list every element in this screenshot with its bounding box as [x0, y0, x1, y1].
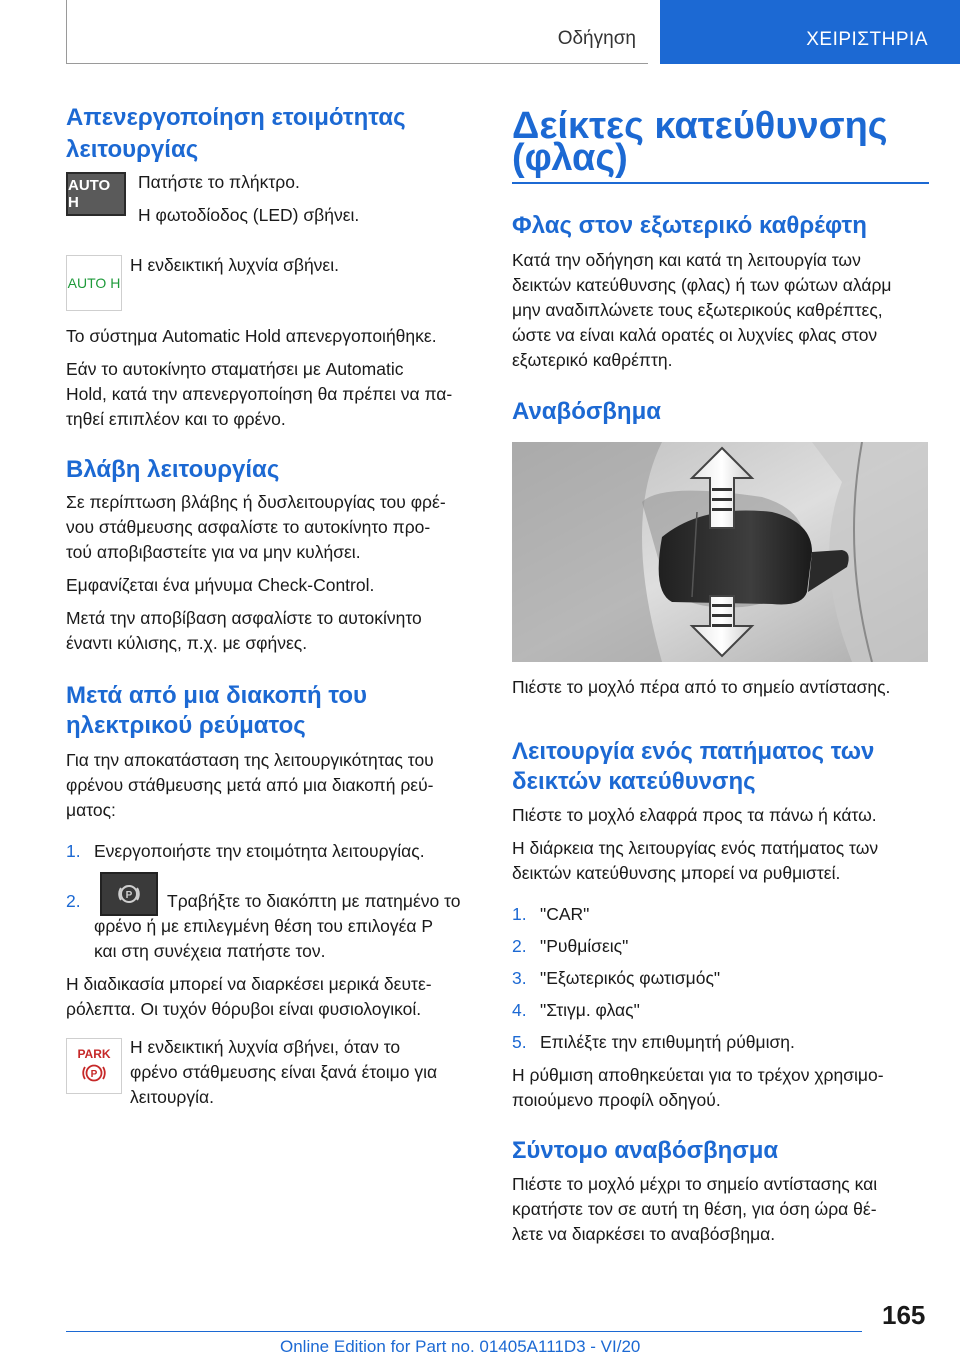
- text-process-line2: ρόλεπτα. Οι τυχόν θόρυβοι είναι φυσιολογικοί.: [66, 999, 422, 1019]
- text-park-line1: Η ενδεικτική λυχνία σβήνει, όταν το: [130, 1037, 401, 1057]
- park-indicator-icon: PARK P: [66, 1038, 122, 1094]
- auto-hold-button-icon: AUTO H: [66, 172, 126, 216]
- text-step2-line3: και στη συνέχεια πατήστε τον.: [94, 941, 326, 961]
- text-after-line1: Μετά την αποβίβαση ασφαλίστε το αυτοκίνητο: [66, 608, 422, 628]
- text-fault-line3: τού αποβιβαστείτε για να μην κυλήσει.: [66, 542, 361, 562]
- heading-deactivate: Απενεργοποίηση ετοιμότητας λειτουργίας: [66, 104, 406, 163]
- text-park-line3: λειτουργία.: [130, 1087, 214, 1107]
- heading-mirror: Φλας στον εξωτερικό καθρέφτη: [512, 212, 867, 239]
- title-line1: Δείκτες κατεύθυνσης: [512, 105, 888, 147]
- text-fault-line2: νου στάθμευσης ασφαλίστε το αυτοκίνητο προ‐: [66, 517, 431, 537]
- text-step2-line2: φρένο ή με επιλεγμένη θέση του επιλογέα P: [94, 916, 434, 936]
- parking-brake-switch-icon: [100, 872, 158, 916]
- text-check-control: Εμφανίζεται ένα μήνυμα Check-Control.: [66, 575, 375, 595]
- text-restore-line1: Για την αποκατάσταση της λειτουργικότητας του: [66, 750, 434, 770]
- text-restore-line3: ματος:: [66, 800, 116, 820]
- list-item-step2-num: 2.: [66, 891, 81, 911]
- text-stopped-line3: τηθεί επιπλέον και το φρένο.: [66, 409, 286, 429]
- text-park-line2: φρένο στάθμευσης είναι ξανά έτοιμο για: [130, 1062, 438, 1082]
- footer-rule: [66, 1331, 862, 1332]
- text-short-line1: Πιέστε το μοχλό μέχρι το σημείο αντίστασης και: [512, 1174, 878, 1194]
- text-stopped-line1: Εάν το αυτοκίνητο σταματήσει με Automatic: [66, 359, 404, 379]
- list-item-step1: 1. Ενεργοποιήστε την ετοιμότητα λειτουργίας.: [66, 841, 425, 861]
- text-indicator-off: Η ενδεικτική λυχνία σβήνει.: [130, 255, 339, 275]
- text-mirror-line5: εξωτερικό καθρέπτη.: [512, 350, 673, 370]
- header-section-box: [66, 0, 648, 64]
- turn-signal-lever-illustration: [512, 442, 928, 662]
- list-item: 5. Επιλέξτε την επιθυμητή ρύθμιση.: [512, 1032, 795, 1052]
- text-duration-line2: δεικτών κατεύθυνσης μπορεί να ρυθμιστεί.: [512, 863, 841, 883]
- list-item: 4. "Στιγμ. φλας": [512, 1000, 640, 1020]
- heading-power-line1: Μετά από μια διακοπή του: [66, 682, 368, 709]
- text-mirror-line1: Κατά την οδήγηση και κατά τη λειτουργία των: [512, 250, 861, 270]
- text-saved-line1: Η ρύθμιση αποθηκεύεται για το τρέχον χρησιμο‐: [512, 1065, 884, 1085]
- text-after-line2: έναντι κύλισης, π.χ. με σφήνες.: [66, 633, 308, 653]
- text-short-line2: κρατήστε τον σε αυτή τη θέση, για όση ώρα θέ‐: [512, 1199, 877, 1219]
- text-short-line3: λετε να διαρκέσει το αναβόσβημα.: [512, 1224, 776, 1244]
- text-press-button: Πατήστε το πλήκτρο.: [138, 172, 300, 192]
- svg-text:P: P: [90, 1068, 98, 1080]
- text-saved-line2: ποιούμενο προφίλ οδηγού.: [512, 1090, 721, 1110]
- heading-fault: Βλάβη λειτουργίας: [66, 456, 280, 483]
- heading-tap-line2: δεικτών κατεύθυνσης: [512, 768, 756, 795]
- text-process-line1: Η διαδικασία μπορεί να διαρκέσει μερικά δευτε‐: [66, 974, 432, 994]
- footer-edition: Online Edition for Part no. 01405A111D3 - VI/20: [280, 1337, 641, 1356]
- text-stopped-line2: Hold, κατά την απενεργοποίηση θα πρέπει να πα‐: [66, 384, 453, 404]
- heading-short-blink: Σύντομο αναβόσβησμα: [512, 1137, 779, 1164]
- heading-power-line2: ηλεκτρικού ρεύματος: [66, 712, 306, 739]
- page-number: 165: [882, 1300, 926, 1330]
- text-tap: Πιέστε το μοχλό ελαφρά προς τα πάνω ή κάτω.: [512, 805, 877, 825]
- heading-blink: Αναβόσβημα: [512, 398, 662, 425]
- text-mirror-line4: ώστε να είναι καλά ορατές οι λυχνίες φλας στον: [512, 325, 878, 345]
- title-rule: [512, 182, 929, 184]
- header-chapter-box: [660, 0, 960, 64]
- text-mirror-line2: δεικτών κατεύθυνσης (φλας) ή των φώτων αλάρμ: [512, 275, 892, 295]
- list-item: 3. "Εξωτερικός φωτισμός": [512, 968, 721, 988]
- list-item: 1. "CAR": [512, 904, 590, 924]
- text-deactivated: Το σύστημα Automatic Hold απενεργοποιήθηκε.: [66, 326, 437, 346]
- header-section-title: Οδήγηση: [557, 28, 636, 49]
- text-fault-line1: Σε περίπτωση βλάβης ή δυσλειτουργίας του φρέ‐: [66, 492, 446, 512]
- text-mirror-line3: μην αναδιπλώνετε τους εξωτερικούς καθρέπτες,: [512, 300, 883, 320]
- auto-hold-indicator-icon: AUTO H: [66, 255, 122, 311]
- text-press-lever: Πιέστε το μοχλό πέρα από το σημείο αντίστασης.: [512, 677, 891, 697]
- title-line2: (φλας): [512, 137, 628, 179]
- heading-tap-line1: Λειτουργία ενός πατήματος των: [512, 738, 875, 765]
- list-item: 2. "Ρυθμίσεις": [512, 936, 629, 956]
- svg-text:P: P: [125, 890, 133, 901]
- text-led-off: Η φωτοδίοδος (LED) σβήνει.: [138, 205, 360, 225]
- text-step2-line1: Τραβήξτε το διακόπτη με πατημένο το: [167, 891, 461, 911]
- text-duration-line1: Η διάρκεια της λειτουργίας ενός πατήματος των: [512, 838, 879, 858]
- header-chapter-title: ΧΕΙΡΙΣΤΗΡΙΑ: [806, 29, 928, 50]
- text-restore-line2: φρένου στάθμευσης μετά από μια διακοπή ρεύ‐: [66, 775, 434, 795]
